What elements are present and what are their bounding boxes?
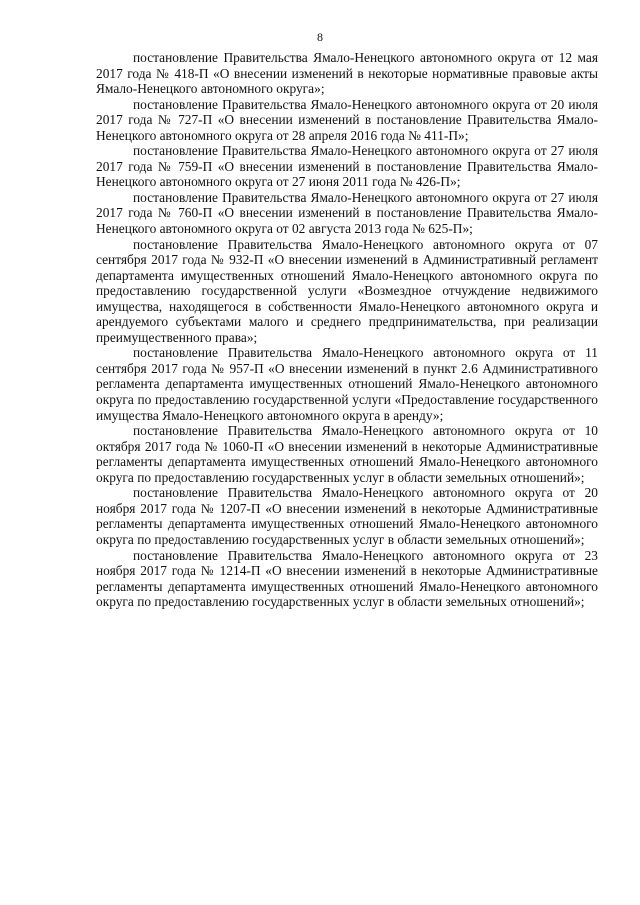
paragraph-resolution-932: постановление Правительства Ямало-Ненецкого автономного округа от 07 сентября 2017 года № 932-П «О внесении изменений в Административный регламент департамента имущественных отношений Ямало-Ненецкого автономного округа по предоставлению государственной услуги «Возмездное отчуждение недвижимого имущества, находящегося в собственности Ямало-Ненецкого автономного округа и арендуемого субъектами малого и среднего предпринимательства, при реализации преимущественного права»; bbox=[96, 236, 598, 345]
paragraph-resolution-1207: постановление Правительства Ямало-Ненецкого автономного округа от 20 ноября 2017 года № 1207-П «О внесении изменений в некоторые Административные регламенты департамента имущественных отношений Ямало-Ненецкого автономного округа по предоставлению государственных услуг в области земельных отношений»; bbox=[96, 485, 598, 547]
paragraph-resolution-727: постановление Правительства Ямало-Ненецкого автономного округа от 20 июля 2017 года № 727-П «О внесении изменений в постановление Правительства Ямало-Ненецкого автономного округа от 28 апреля 2016 года № 411-П»; bbox=[96, 96, 598, 143]
paragraph-resolution-1060: постановление Правительства Ямало-Ненецкого автономного округа от 10 октября 2017 года № 1060-П «О внесении изменений в некоторые Административные регламенты департамента имущественных отношений Ямало-Ненецкого автономного округа по предоставлению государственных услуг в области земельных отношений»; bbox=[96, 423, 598, 485]
paragraph-resolution-759: постановление Правительства Ямало-Ненецкого автономного округа от 27 июля 2017 года № 759-П «О внесении изменений в постановление Правительства Ямало-Ненецкого автономного округа от 27 июня 2011 года № 426-П»; bbox=[96, 143, 598, 190]
paragraph-resolution-760: постановление Правительства Ямало-Ненецкого автономного округа от 27 июля 2017 года № 760-П «О внесении изменений в постановление Правительства Ямало-Ненецкого автономного округа от 02 августа 2013 года № 625-П»; bbox=[96, 189, 598, 237]
paragraph-resolution-957: постановление Правительства Ямало-Ненецкого автономного округа от 11 сентября 2017 года № 957-П «О внесении изменений в пункт 2.6 Административного регламента департамента имущественных отношений Ямало-Ненецкого автономного округа по предоставлению государственной услуги «Предоставление государственного имущества Ямало-Ненецкого автономного округа в аренду»; bbox=[96, 345, 598, 423]
paragraph-resolution-418: постановление Правительства Ямало-Ненецкого автономного округа от 12 мая 2017 года № 418-П «О внесении изменений в некоторые нормативные правовые акты Ямало-Ненецкого автономного округа»; bbox=[96, 50, 598, 97]
page-number: 8 bbox=[317, 30, 323, 44]
paragraph-resolution-1214: постановление Правительства Ямало-Ненецкого автономного округа от 23 ноября 2017 года № 1214-П «О внесении изменений в некоторые Административные регламенты департамента имущественных отношений Ямало-Ненецкого автономного округа по предоставлению государственных услуг в области земельных отношений»; bbox=[96, 547, 598, 610]
document-body bbox=[96, 50, 598, 610]
